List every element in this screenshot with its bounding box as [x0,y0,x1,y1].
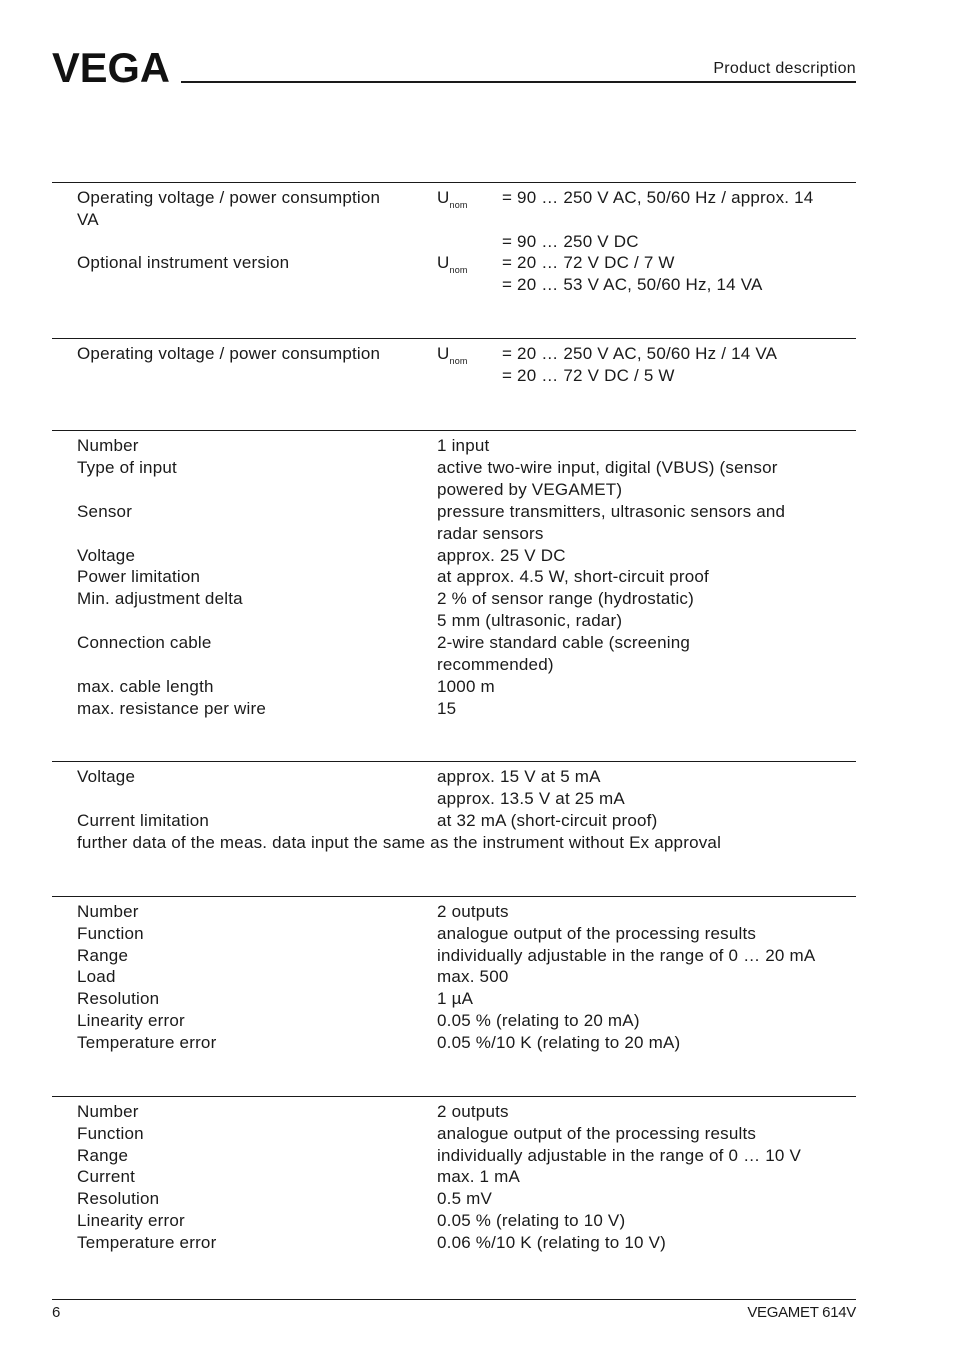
section-divider [52,1096,856,1097]
spec-value: 2-wire standard cable (screening [437,633,691,653]
section-divider [52,338,856,339]
section-divider [52,430,856,431]
document-name: VEGAMET 614V [747,1304,856,1321]
spec-label: Linearity error [77,1011,185,1030]
spec-label: Number [77,902,139,921]
optional-version-label: Optional instrument version [77,253,290,272]
spec-value: 5 mm (ultrasonic, radar) [437,611,623,631]
section-divider [52,896,856,897]
spec-value: powered by VEGAMET) [437,479,623,499]
spec-label: Voltage [77,767,136,786]
spec-value: 1 µA [437,989,474,1009]
spec-value: 15 [437,698,457,718]
spec-value: pressure transmitters, ultrasonic sensors and [437,501,786,521]
spec-value: 0.05 % (relating to 20 mA) [437,1011,640,1030]
optional-version-symbol: $U_{nom}$ [437,253,468,275]
spec-label: Range [77,945,129,965]
section-divider [52,182,856,183]
spec-label: Number [77,1102,139,1121]
optional-version-value: = 20 … 72 V DC / 7 W [502,253,675,272]
vega-logo [52,50,172,84]
supply2-value: = 20 … 72 V DC / 5 W [502,366,675,385]
spec-value: 0.05 % (relating to 10 V) [437,1211,626,1230]
supply-symbol: $U_{nom}$ [437,188,468,210]
spec-label: Voltage [77,545,136,565]
spec-label: Connection cable [77,633,212,653]
page-number: 6 [52,1304,61,1321]
spec-value: 2 % of sensor range (hydrostatic) [437,589,694,609]
supply2-symbol: $U_{nom}$ [437,344,468,366]
header-divider [181,81,856,83]
spec-value: individually adjustable in the range of 0 … 10 V [437,1145,801,1165]
footer-divider [52,1299,856,1300]
spec-value: analogue output of the processing results [437,923,757,943]
spec-label: Resolution [77,989,160,1009]
spec-label: Type of input [77,457,177,477]
spec-label: Linearity error [77,1211,185,1230]
spec-value: 2 outputs [437,1102,509,1121]
spec-label: Temperature error [77,1032,217,1052]
spec-label: Load [77,967,116,987]
spec-label: Temperature error [77,1232,217,1252]
spec-label: Number [77,436,139,455]
spec-value: 0.06 %/10 K (relating to 10 V) [437,1232,667,1252]
spec-value: analogue output of the processing results [437,1123,757,1143]
spec-value: 2 outputs [437,902,509,921]
supply-value: = 90 … 250 V DC [502,232,639,251]
spec-label: Current [77,1167,136,1187]
spec-value: at 32 mA (short-circuit proof) [437,811,658,830]
spec-label: Function [77,1123,144,1143]
spec-value: 1 input [437,436,490,455]
spec-label: Power limitation [77,567,201,587]
spec-value: max. 1 mA [437,1167,521,1187]
spec-value: approx. 13.5 V at 25 mA [437,789,625,808]
spec-value: 0.05 %/10 K (relating to 20 mA) [437,1032,681,1052]
spec-label: Sensor [77,501,133,521]
spec-value: at approx. 4.5 W, short-circuit proof [437,567,709,587]
supply-label-cont: VA [77,210,99,229]
supply-value: = 90 … 250 V AC, 50/60 Hz / approx. 14 [502,188,814,207]
spec-label: Min. adjustment delta [77,589,243,609]
meas-input-ex-note: further data of the meas. data input the same as the instrument without Ex approval [77,833,722,852]
spec-value: individually adjustable in the range of 0 … 20 mA [437,945,816,965]
spec-label: max. resistance per wire [77,698,267,718]
supply2-value: = 20 … 250 V AC, 50/60 Hz / 14 VA [502,344,778,363]
spec-value: approx. 25 V DC [437,545,566,565]
section-divider [52,761,856,762]
spec-value: max. 500 [437,967,509,987]
spec-value: 0.5 mV [437,1189,493,1209]
spec-label: Function [77,923,144,943]
spec-label: max. cable length [77,676,214,696]
supply2-label: Operating voltage / power consumption [77,344,381,363]
spec-value: approx. 15 V at 5 mA [437,767,601,786]
section-title: Product description [713,60,856,77]
supply-label: Operating voltage / power consumption [77,188,381,207]
spec-label: Resolution [77,1189,160,1209]
optional-version-value: = 20 … 53 V AC, 50/60 Hz, 14 VA [502,275,763,294]
svg-text:VEGA: VEGA [52,50,170,84]
spec-value: recommended) [437,655,554,674]
spec-label: Current limitation [77,811,210,830]
spec-value: active two-wire input, digital (VBUS) (sensor [437,457,778,477]
spec-value: 1000 m [437,676,495,696]
spec-value: radar sensors [437,523,544,543]
spec-label: Range [77,1145,129,1165]
